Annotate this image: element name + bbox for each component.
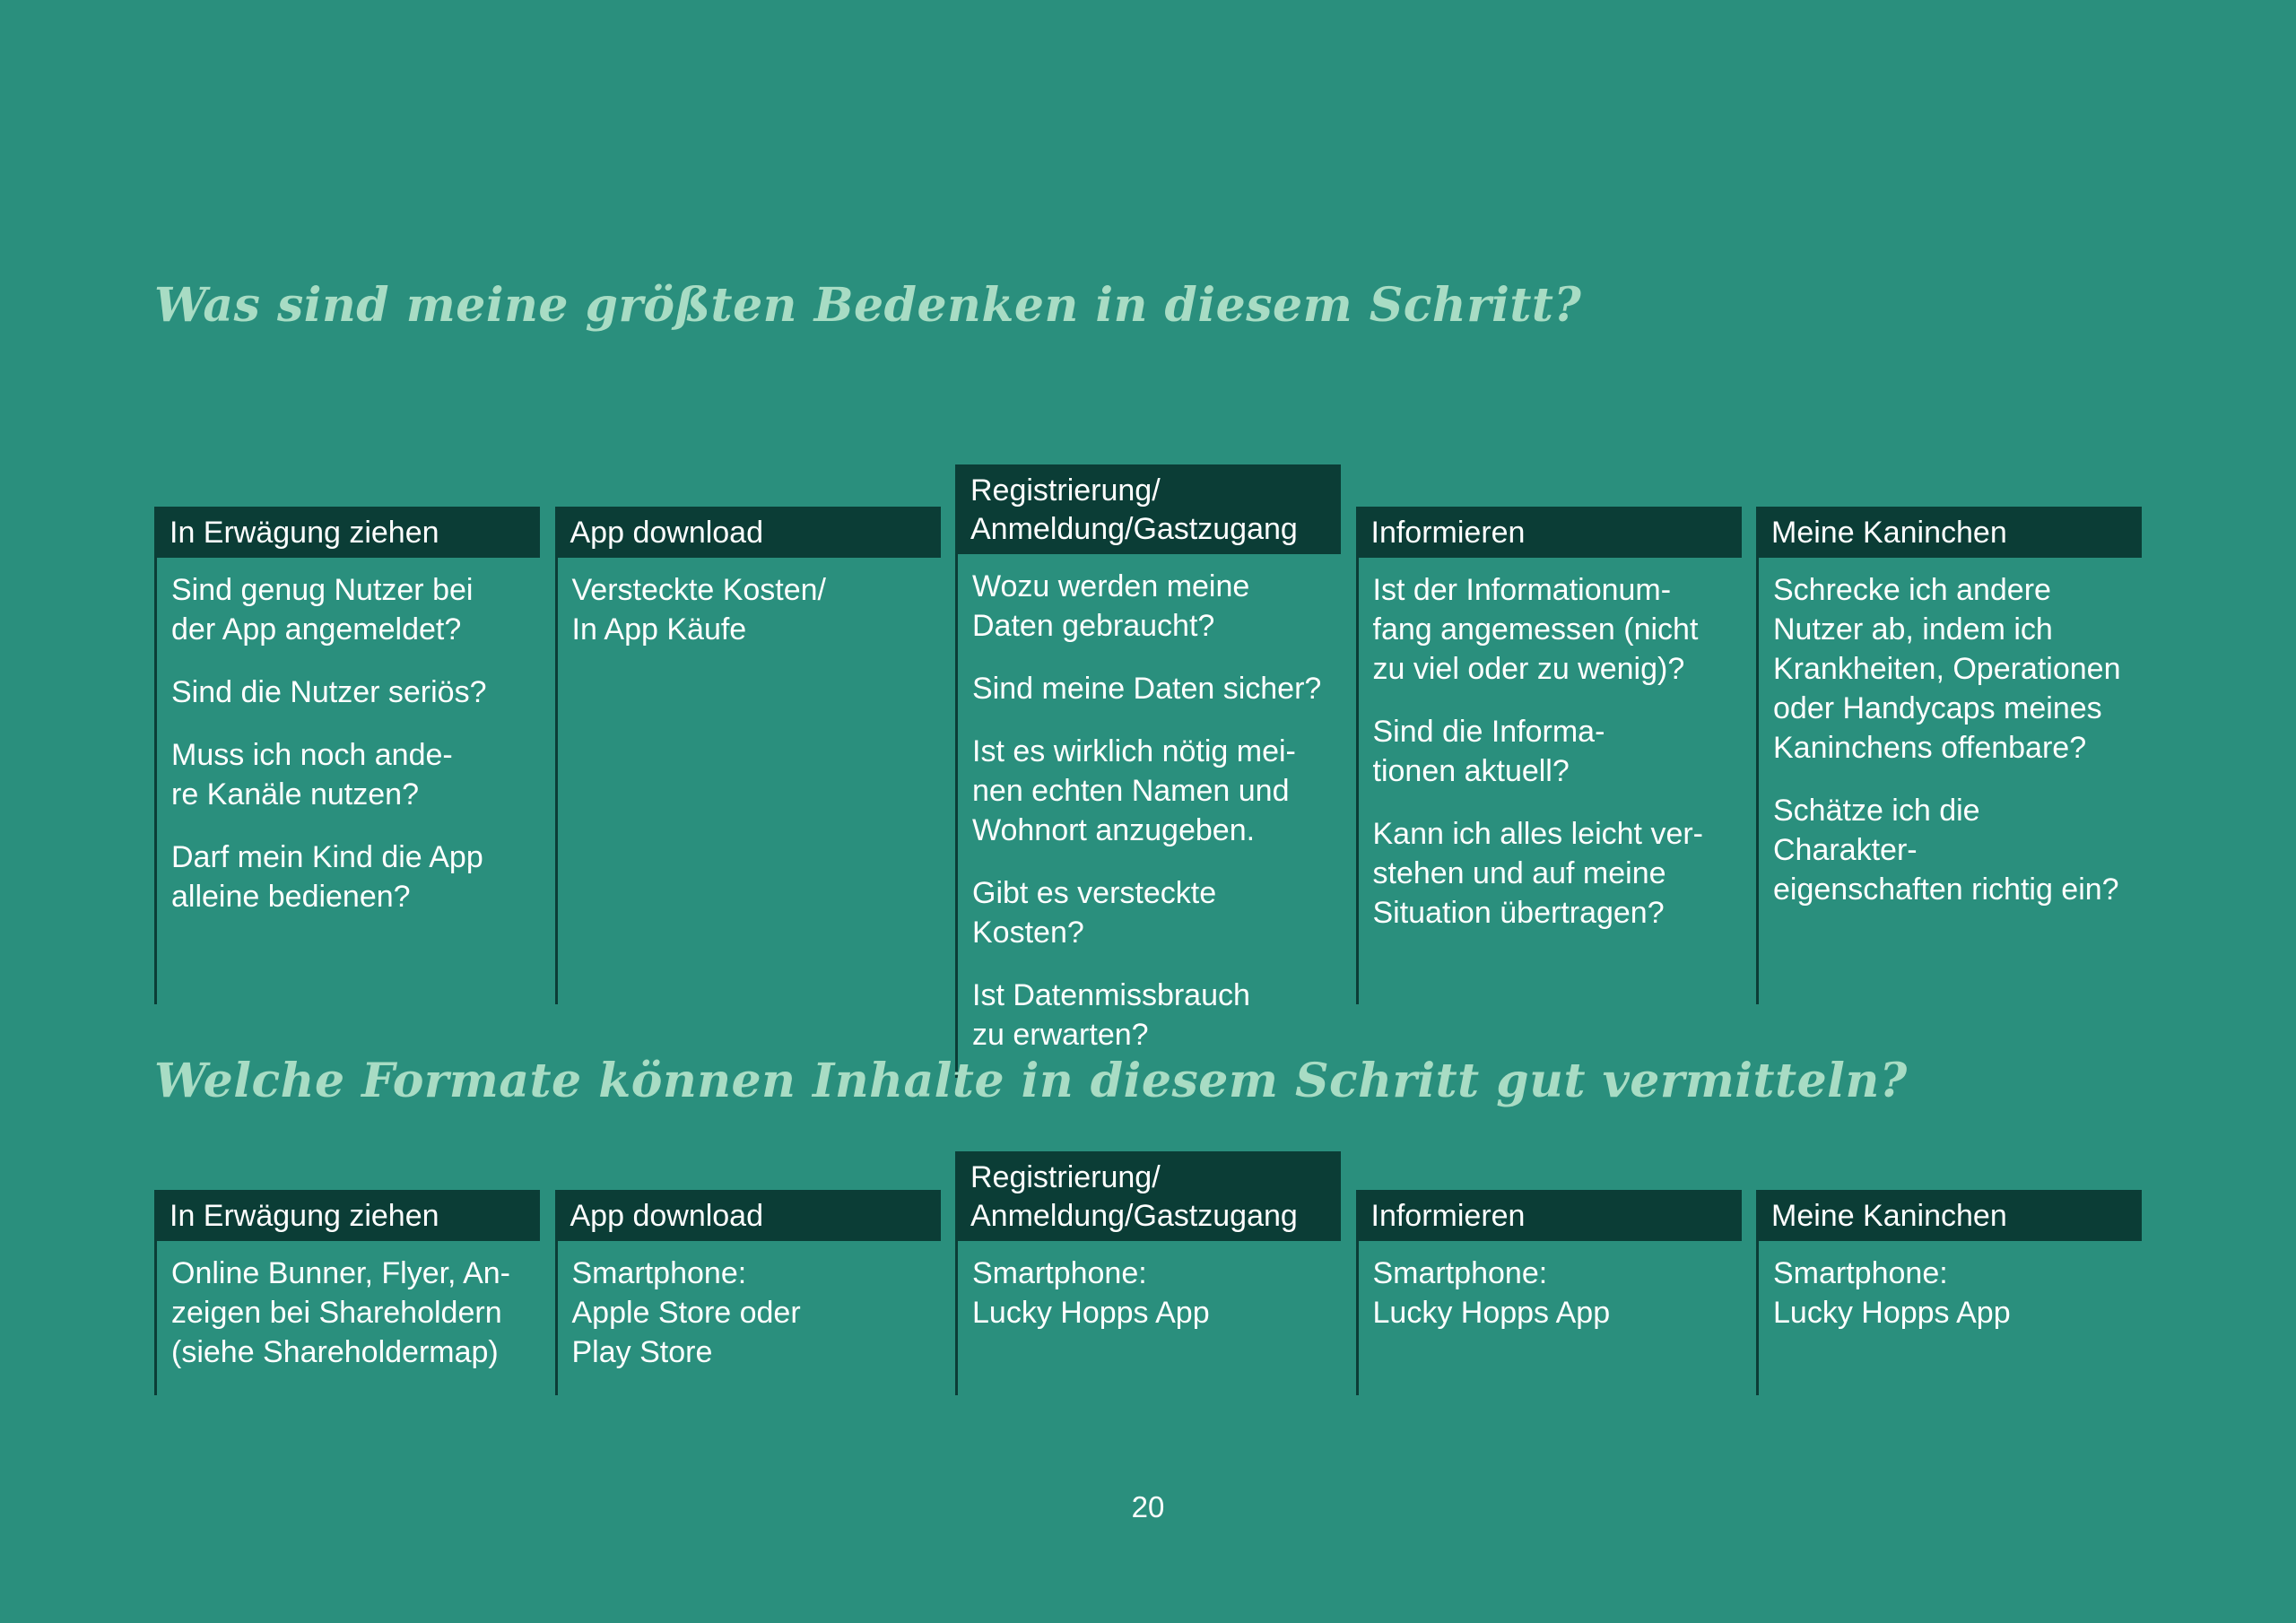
column-body xyxy=(1756,558,2142,1004)
concern-item: Sind meine Daten sicher? xyxy=(972,672,1322,706)
formats-column-download xyxy=(555,1148,941,1395)
column-header: App download xyxy=(555,507,941,558)
concerns-column-informieren xyxy=(1356,464,1742,1004)
column-header: In Erwägung ziehen xyxy=(154,507,540,558)
formats-grid xyxy=(154,1148,2142,1395)
column-header: Informieren xyxy=(1356,1190,1742,1241)
concern-item: Gibt es versteckte Kosten? xyxy=(972,876,1217,950)
column-header: Meine Kaninchen xyxy=(1756,507,2142,558)
concern-item: Darf mein Kind die App alleine bedienen? xyxy=(171,840,483,914)
concern-item: Versteckte Kosten/ In App Käufe xyxy=(571,573,826,647)
concern-item: Wozu werden meine Daten gebraucht? xyxy=(972,569,1250,643)
concern-item: Ist es wirklich nötig mei- nen echten Namen und Wohnort anzugeben. xyxy=(972,734,1296,847)
concern-item: Sind die Nutzer seriös? xyxy=(171,675,487,709)
format-item: Online Bunner, Flyer, An- zeigen bei Shareholdern (siehe Shareholdermap) xyxy=(171,1256,510,1369)
concern-item: Schätze ich die Charakter- eigenschaften richtig ein? xyxy=(1773,794,2119,907)
column-body xyxy=(1356,1241,1742,1395)
format-item: Smartphone: Lucky Hopps App xyxy=(1372,1256,1611,1330)
concerns-column-erwaegung xyxy=(154,464,540,1004)
formats-column-kaninchen xyxy=(1756,1148,2142,1395)
column-header: In Erwägung ziehen xyxy=(154,1190,540,1241)
column-body xyxy=(555,1241,941,1395)
column-header: Informieren xyxy=(1356,507,1742,558)
concerns-grid xyxy=(154,464,2142,1052)
concern-item: Sind die Informa- tionen aktuell? xyxy=(1372,715,1605,788)
column-header: App download xyxy=(555,1190,941,1241)
column-body xyxy=(1756,1241,2142,1395)
concerns-column-kaninchen xyxy=(1756,464,2142,1004)
formats-column-informieren xyxy=(1356,1148,1742,1395)
column-header: Registrierung/ Anmeldung/Gastzugang xyxy=(955,1151,1341,1241)
column-header: Meine Kaninchen xyxy=(1756,1190,2142,1241)
concerns-column-registrierung xyxy=(955,464,1341,1052)
concern-item: Kann ich alles leicht ver- stehen und auf meine Situation übertragen? xyxy=(1372,817,1704,930)
section-title-formats: Welche Formate können Inhalte in diesem Schritt gut vermitteln? xyxy=(154,1054,1908,1108)
format-item: Smartphone: Lucky Hopps App xyxy=(1773,1256,2011,1330)
formats-column-erwaegung xyxy=(154,1148,540,1395)
concern-item: Ist der Informationum- fang angemessen (nicht zu viel oder zu wenig)? xyxy=(1372,573,1699,686)
column-body xyxy=(154,558,540,1004)
page-number: 20 xyxy=(1131,1490,1165,1523)
column-body xyxy=(1356,558,1742,1004)
concern-item: Ist Datenmissbrauch zu erwarten? xyxy=(972,978,1250,1052)
concern-item: Sind genug Nutzer bei der App angemeldet? xyxy=(171,573,474,647)
column-body xyxy=(154,1241,540,1395)
formats-column-registrierung xyxy=(955,1148,1341,1395)
format-item: Smartphone: Apple Store oder Play Store xyxy=(571,1256,801,1369)
column-header: Registrierung/ Anmeldung/Gastzugang xyxy=(955,464,1341,554)
concerns-column-download xyxy=(555,464,941,1004)
concern-item: Muss ich noch ande- re Kanäle nutzen? xyxy=(171,738,453,812)
concern-item: Schrecke ich andere Nutzer ab, indem ich Krankheiten, Operationen oder Handycaps meines Kaninchens offenbare? xyxy=(1773,573,2121,765)
column-body xyxy=(955,1241,1341,1395)
format-item: Smartphone: Lucky Hopps App xyxy=(972,1256,1210,1330)
section-title-concerns: Was sind meine größten Bedenken in diesem Schritt? xyxy=(154,278,1582,333)
column-body xyxy=(955,554,1341,1078)
column-body xyxy=(555,558,941,1004)
